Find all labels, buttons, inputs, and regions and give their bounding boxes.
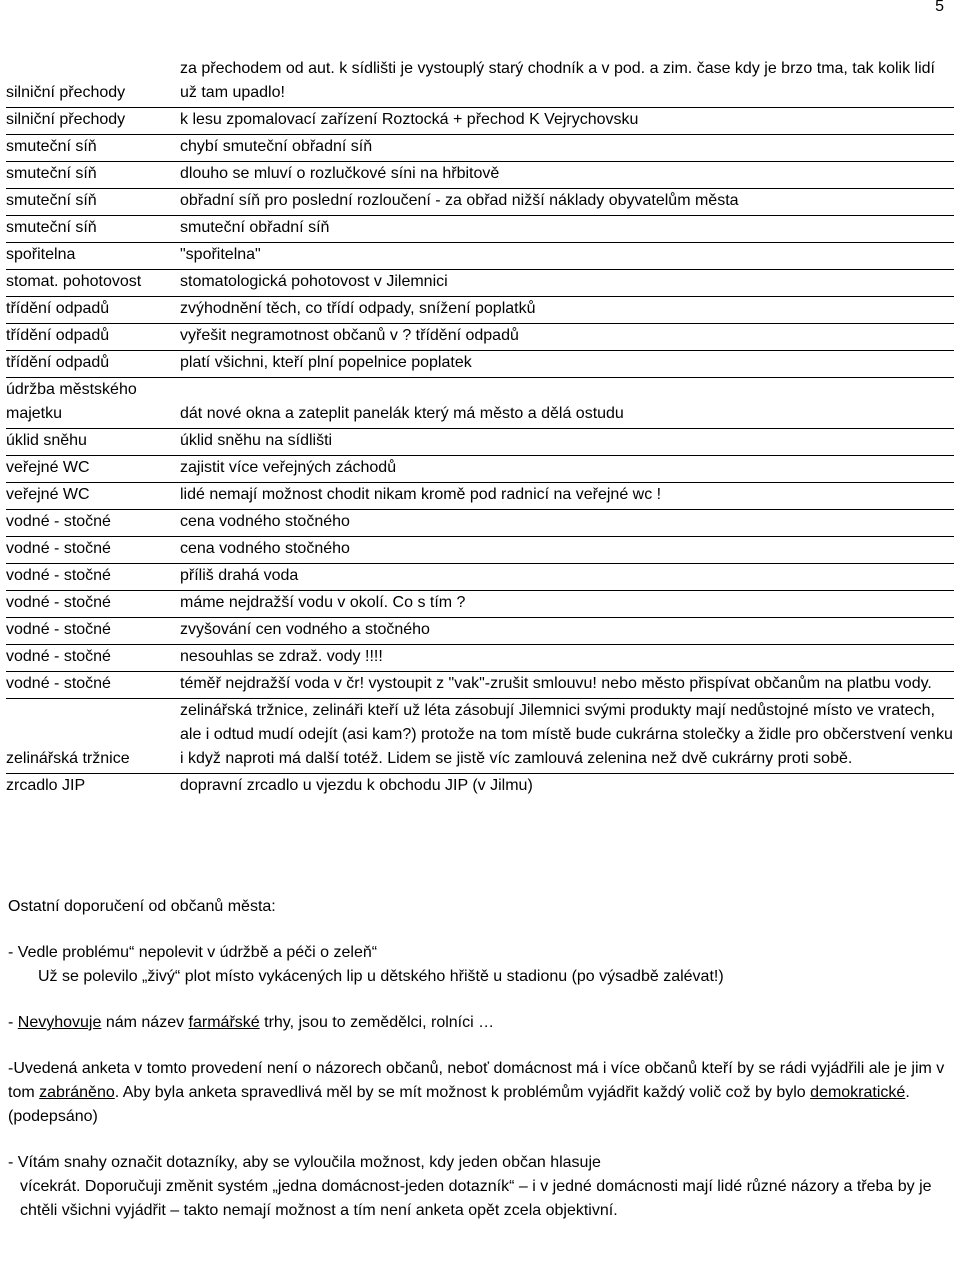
table-row <box>6 537 954 564</box>
row-category-text: vodné - stočné <box>6 567 111 584</box>
row-comment-text: zvýhodnění těch, co třídí odpady, snížení poplatků <box>180 300 536 317</box>
note-text: -Uvedená anketa v tomto provedení není o názorech občanů, neboť domácnost má i více občanů kteří by se rádi vyjádřili ale je jim v tom <box>8 1060 945 1101</box>
row-comment-text: téměř nejdražší voda v čr! vystoupit z "vak"-zrušit smlouvu! nebo město přispívat občanům na platbu vody. <box>180 675 932 692</box>
row-comment-text: dát nové okna a zateplit panelák který má město a dělá ostudu <box>180 405 624 422</box>
row-comment <box>180 297 954 323</box>
row-category-text: zrcadlo JIP <box>6 777 86 794</box>
row-comment <box>180 189 954 215</box>
underlined-word: zabráněno <box>39 1084 115 1101</box>
row-category-text: třídění odpadů <box>6 354 110 371</box>
row-comment <box>180 483 954 509</box>
row-category-text: veřejné WC <box>6 459 90 476</box>
row-comment-text: "spořitelna" <box>180 246 261 263</box>
table-row <box>6 270 954 297</box>
table-row <box>6 297 954 324</box>
row-category-text: vodné - stočné <box>6 594 111 611</box>
table-row <box>6 564 954 591</box>
row-comment-text: vyřešit negramotnost občanů v ? třídění odpadů <box>180 327 519 344</box>
table-row <box>6 108 954 135</box>
table-row <box>6 351 954 378</box>
row-category <box>6 351 180 377</box>
row-category <box>6 57 180 107</box>
row-comment <box>180 699 954 773</box>
note-survey-fairness <box>8 1057 948 1129</box>
row-comment-text: dlouho se mluví o rozlučkové síni na hřbitově <box>180 165 500 182</box>
table-row <box>6 699 954 774</box>
table-row <box>6 243 954 270</box>
row-category-text: smuteční síň <box>6 165 97 182</box>
table-row <box>6 57 954 108</box>
row-category <box>6 483 180 509</box>
row-category <box>6 108 180 134</box>
row-comment <box>180 216 954 242</box>
row-comment <box>180 591 954 617</box>
row-comment <box>180 510 954 536</box>
row-comment-text: za přechodem od aut. k sídlišti je vystouplý starý chodník a v pod. a zim. čase kdy je brzo tma, tak kolik lidí už tam upadlo! <box>180 60 935 101</box>
row-category <box>6 456 180 482</box>
row-category <box>6 189 180 215</box>
row-comment <box>180 270 954 296</box>
row-category-text: vodné - stočné <box>6 675 111 692</box>
row-comment <box>180 108 954 134</box>
row-category <box>6 699 180 773</box>
table-row <box>6 456 954 483</box>
table-row <box>6 429 954 456</box>
row-category <box>6 429 180 455</box>
table-row <box>6 162 954 189</box>
other-recommendations <box>8 895 948 1223</box>
row-comment <box>180 324 954 350</box>
row-comment <box>180 57 954 107</box>
row-category-text: třídění odpadů <box>6 300 110 317</box>
note-text: trhy, jsou to zemědělci, rolníci … <box>259 1014 495 1031</box>
row-category <box>6 672 180 698</box>
underlined-word: farmářské <box>188 1014 260 1031</box>
row-category-text: třídění odpadů <box>6 327 110 344</box>
row-category <box>6 618 180 644</box>
row-comment-text: máme nejdražší vodu v okolí. Co s tím ? <box>180 594 466 611</box>
row-comment-text: zelinářská tržnice, zelináři kteří už léta zásobují Jilemnici svými produkty mají nedůstojné místo ve vratech, ale i odtud mudí odejít (asi kam?) protože na tom místě bude cukrárna stolečky a židle pro občerstvení venku i když naproti má další totéž. Lidem se jistě víc zamlouvá zelenina než dvě cukrárny proti sobě. <box>180 702 953 767</box>
row-category <box>6 645 180 671</box>
row-comment <box>180 135 954 161</box>
note-survey-marking: - Vítám snahy označit dotazníky, aby se vyloučila možnost, kdy jeden občan hlasuje <box>8 1154 601 1171</box>
table-row <box>6 618 954 645</box>
table-row <box>6 378 954 429</box>
row-category-text: úklid sněhu <box>6 432 87 449</box>
note-greenery: - Vedle problému“ nepolevit v údržbě a péči o zeleň“ <box>8 944 378 961</box>
page-number: 5 <box>935 0 944 15</box>
table-row <box>6 324 954 351</box>
note-survey-marking-detail: vícekrát. Doporučuji změnit systém „jedna domácnost-jeden dotazník“ – i v jedné domácnosti mají lidé různé názory a třeba by je chtěli všichni vyjádřit – takto nemají možnost a tím není anketa opět zcela objektivní. <box>20 1178 932 1219</box>
row-category-text: vodné - stočné <box>6 648 111 665</box>
table-row <box>6 510 954 537</box>
row-comment-text: dopravní zrcadlo u vjezdu k obchodu JIP (v Jilmu) <box>180 777 533 794</box>
row-comment-text: stomatologická pohotovost v Jilemnici <box>180 273 448 290</box>
row-comment-text: platí všichni, kteří plní popelnice poplatek <box>180 354 472 371</box>
row-category <box>6 324 180 350</box>
row-comment-text: úklid sněhu na sídlišti <box>180 432 333 449</box>
row-comment <box>180 378 954 428</box>
row-category-text: vodné - stočné <box>6 540 111 557</box>
row-category-text: smuteční síň <box>6 138 97 155</box>
row-category-text: zelinářská tržnice <box>6 750 130 767</box>
row-category-text: vodné - stočné <box>6 513 111 530</box>
row-comment <box>180 243 954 269</box>
row-comment-text: obřadní síň pro poslední rozloučení - za obřad nižší náklady obyvatelům města <box>180 192 739 209</box>
row-category-text: silniční přechody <box>6 111 126 128</box>
row-category <box>6 297 180 323</box>
row-comment-text: nesouhlas se zdraž. vody !!!! <box>180 648 383 665</box>
row-comment <box>180 162 954 188</box>
table-row <box>6 189 954 216</box>
table-row <box>6 672 954 699</box>
row-comment <box>180 351 954 377</box>
row-category <box>6 270 180 296</box>
row-comment <box>180 645 954 671</box>
notes-heading: Ostatní doporučení od občanů města: <box>8 898 276 915</box>
row-category-text: údržba městského majetku <box>6 381 137 422</box>
row-category-text: veřejné WC <box>6 486 90 503</box>
row-comment-text: zajistit více veřejných záchodů <box>180 459 397 476</box>
row-comment-text: cena vodného stočného <box>180 513 350 530</box>
table-row <box>6 591 954 618</box>
row-category <box>6 378 180 428</box>
note-text: . (podepsáno) <box>8 1084 910 1125</box>
row-comment <box>180 774 954 800</box>
row-comment-text: k lesu zpomalovací zařízení Roztocká + přechod K Vejrychovsku <box>180 111 639 128</box>
note-text: nám název <box>101 1014 189 1031</box>
row-category <box>6 510 180 536</box>
table-row <box>6 135 954 162</box>
note-text: . Aby byla anketa spravedlivá měl by se mít možnost k problémům vyjádřit každý volič což by bylo <box>114 1084 811 1101</box>
row-category <box>6 537 180 563</box>
row-category <box>6 591 180 617</box>
row-comment <box>180 456 954 482</box>
note-farmers-market <box>8 1011 948 1035</box>
row-category <box>6 564 180 590</box>
note-greenery-detail: Už se polevilo „živý“ plot místo vykácených lip u dětského hřiště u stadionu (po výsadbě zalévat!) <box>38 968 724 985</box>
row-comment <box>180 564 954 590</box>
table-row <box>6 483 954 510</box>
row-comment <box>180 672 954 698</box>
underlined-word: demokratické <box>810 1084 906 1101</box>
table-row <box>6 645 954 672</box>
row-comment <box>180 429 954 455</box>
row-comment-text: cena vodného stočného <box>180 540 350 557</box>
row-category-text: stomat. pohotovost <box>6 273 142 290</box>
row-category <box>6 135 180 161</box>
row-comment-text: chybí smuteční obřadní síň <box>180 138 373 155</box>
row-comment-text: lidé nemají možnost chodit nikam kromě pod radnicí na veřejné wc ! <box>180 486 662 503</box>
row-category <box>6 774 180 800</box>
comments-table <box>6 57 954 800</box>
row-category-text: smuteční síň <box>6 219 97 236</box>
row-comment-text: zvyšování cen vodného a stočného <box>180 621 430 638</box>
row-category-text: silniční přechody <box>6 84 126 101</box>
note-text: - <box>8 1014 18 1031</box>
row-category-text: smuteční síň <box>6 192 97 209</box>
underlined-word: Nevyhovuje <box>17 1014 102 1031</box>
row-category-text: spořitelna <box>6 246 76 263</box>
table-row <box>6 216 954 243</box>
table-row <box>6 774 954 800</box>
row-category-text: vodné - stočné <box>6 621 111 638</box>
row-category <box>6 216 180 242</box>
row-comment <box>180 537 954 563</box>
row-comment-text: smuteční obřadní síň <box>180 219 330 236</box>
row-category <box>6 243 180 269</box>
row-comment-text: příliš drahá voda <box>180 567 299 584</box>
row-comment <box>180 618 954 644</box>
row-category <box>6 162 180 188</box>
